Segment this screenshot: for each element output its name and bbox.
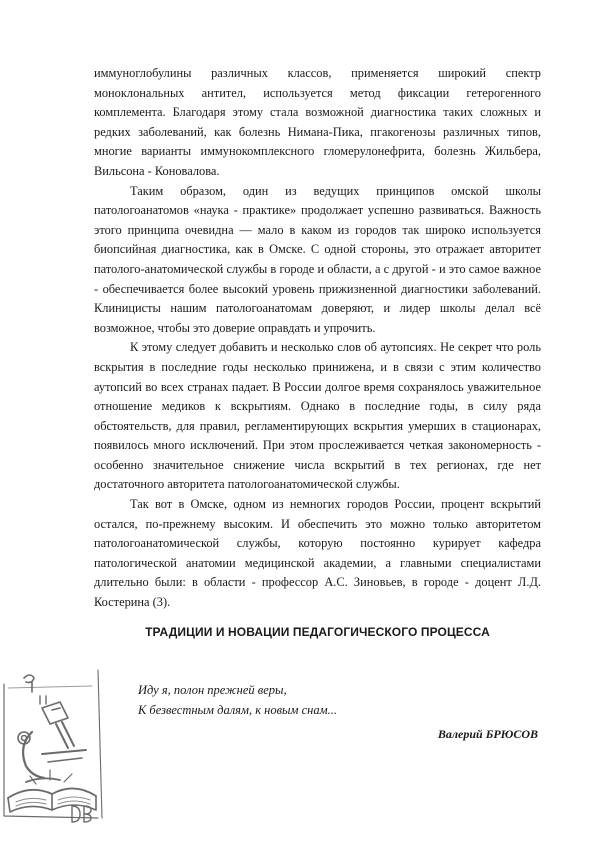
- paragraph-1: иммуноглобулины различных классов, применяется широкий спектр моноклональных антител, используется метод фиксации гетерогенного комплемента. Благодаря этому стала возможной диагностика таких сложных и редких заболеваний, как болезнь Нимана-Пика, пгакогенозы различных типов, многие варианты иммунокомплексного гломерулонефрита, болезнь Жильбера, Вильсона - Коновалова.: [94, 66, 541, 178]
- paragraph-2: Таким образом, один из ведущих принципов омской школы патологоанатомов «наука - практике» продолжает успешно развиваться. Важность этого принципа очевидна — мало в каком из городов так широко используется биопсийная диагностика, как в Омске. С одной стороны, это отражает авторитет патолого-анатомической службы в городе и области, а с другой - и это самое важное - обеспечивается более высокий уровень прижизненной диагностики заболеваний. Клиницисты нашим патологоанатомам доверяют, и лидер школы делал всё возможное, чтобы это доверие оправдать и упрочить.: [94, 183, 541, 335]
- epigraph: [138, 680, 538, 741]
- epigraph-line-2: К безвестным далям, к новым снам...: [138, 703, 337, 717]
- microscope-sketch-icon: [2, 666, 124, 826]
- paragraph-4: Так вот в Омске, одном из немногих городов России, процент вскрытий остался, по-прежнему высоким. И обеспечить это можно только авторитетом патологоанатомической службы, которую постоянно курирует кафедра патологической анатомии медицинской академии, а главными специалистами длительно были: в области - профессор А.С. Зиновьев, в городе - доцент Л.Д. Костерина (3).: [94, 497, 541, 610]
- paragraph-3: К этому следует добавить и несколько слов об аутопсиях. Не секрет что роль вскрытия в последние годы несколько принижена, и в связи с этим количество аутопсий во всех странах падает. В России долгое время сохранялось уважительное отношение медиков к вскрытиям. Однако в последние годы, в силу ряда обстоятельств, для правил, регламентирующих вскрытия умерших в стационарах, появилось много исключений. При этом прослеживается четкая закономерность - особенно значительное снижение числа вскрытий в тех регионах, где нет достаточного авторитета патологоанатомической службы.: [94, 340, 541, 492]
- epigraph-author: Валерий БРЮСОВ: [437, 727, 538, 741]
- section-heading: ТРАДИЦИИ И НОВАЦИИ ПЕДАГОГИЧЕСКОГО ПРОЦЕССА: [145, 625, 490, 639]
- body-text: [94, 64, 541, 613]
- epigraph-line-1: Иду я, полон прежней веры,: [138, 683, 287, 697]
